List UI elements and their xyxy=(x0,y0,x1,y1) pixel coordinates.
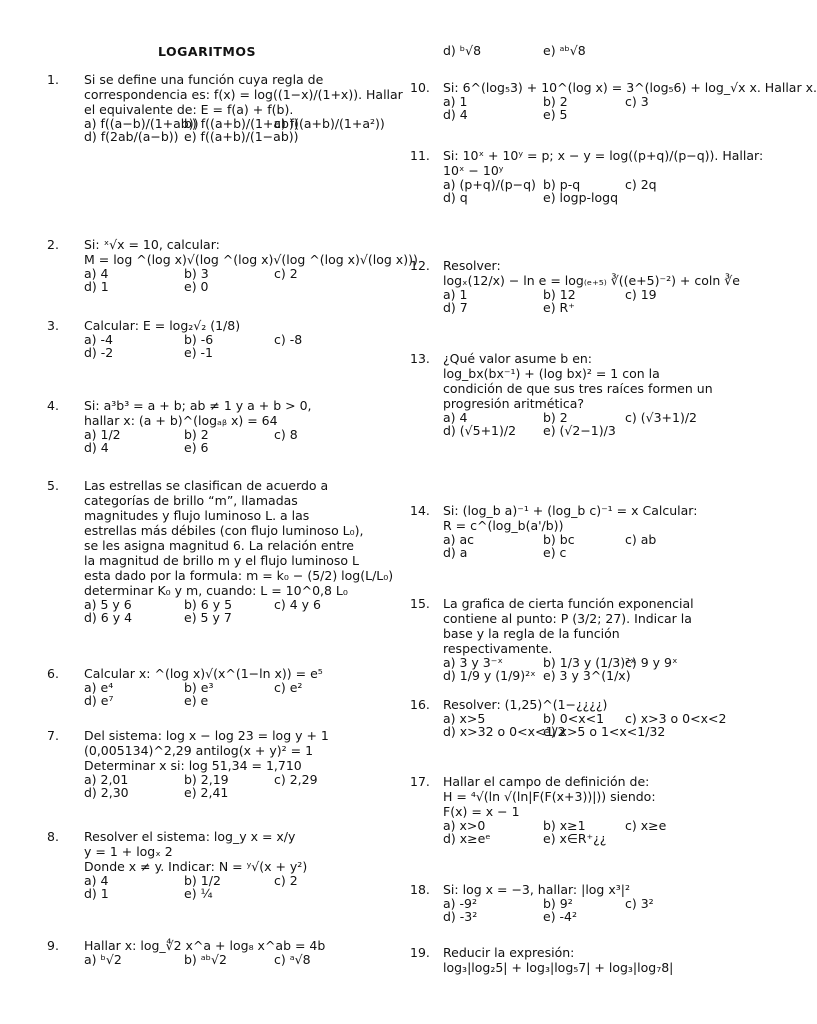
answer-option: b) 9² xyxy=(543,896,573,911)
question-text: Calcular x: ^(log x)√(x^(1−ln x)) = e⁵ xyxy=(84,666,323,681)
answer-options xyxy=(84,428,362,454)
question-text: H = ⁴√(ln √(ln|F(F(x+3))|)) siendo: xyxy=(443,789,656,804)
question-text: condición de que sus tres raíces formen un xyxy=(443,381,713,396)
question-number: 5. xyxy=(47,478,59,493)
question-number: 8. xyxy=(47,829,59,844)
question-text: Si: 10ˣ + 10ʸ = p; x − y = log((p+q)/(p−q)). Hallar: xyxy=(443,148,764,163)
question-number: 15. xyxy=(410,596,430,611)
answer-option: b) p-q xyxy=(543,177,581,192)
answer-option: b) 6 y 5 xyxy=(184,597,233,612)
answer-option: c) x>3 o 0<x<2 xyxy=(625,711,727,726)
answer-options xyxy=(84,598,362,624)
question-number: 16. xyxy=(410,697,430,712)
answer-options xyxy=(443,95,763,121)
answer-option: a) 2,01 xyxy=(84,772,129,787)
page-title: LOGARITMOS xyxy=(158,44,256,59)
answer-option: d) 2,30 xyxy=(84,785,129,800)
answer-option: e) 6 xyxy=(184,440,209,455)
answer-option: c) 8 xyxy=(274,427,298,442)
question-number: 2. xyxy=(47,237,59,252)
answer-option: a) 1 xyxy=(443,94,468,109)
answer-option: c) 2q xyxy=(625,177,657,192)
answer-option: d) 7 xyxy=(443,300,468,315)
answer-option: e) 5 y 7 xyxy=(184,610,232,625)
question-text: se les asigna magnitud 6. La relación entre xyxy=(84,538,355,553)
answer-option: d) 1/9 y (1/9)²ˣ xyxy=(443,668,536,683)
answer-option: c) 4 y 6 xyxy=(274,597,321,612)
question-text: log₃|log₂5| + log₃|log₅7| + log₃|log₇8| xyxy=(443,960,674,975)
question-text: hallar x: (a + b)^(logₐᵦ x) = 64 xyxy=(84,413,278,428)
answer-option: a) -4 xyxy=(84,332,113,347)
question-number: 3. xyxy=(47,318,59,333)
answer-option: d) 4 xyxy=(443,107,468,122)
answer-option: a) 1 xyxy=(443,287,468,302)
question-number: 1. xyxy=(47,72,59,87)
question-text: Las estrellas se clasifican de acuerdo a xyxy=(84,478,329,493)
answer-option: e) 3 y 3^(1/x) xyxy=(543,668,631,683)
question-text: Si: ˣ√x = 10, calcular: xyxy=(84,237,220,252)
answer-option: a) 1/2 xyxy=(84,427,121,442)
answer-option: a) 5 y 6 xyxy=(84,597,132,612)
answer-option: c) f((a+b)/(1+a²)) xyxy=(274,116,385,131)
question-number: 12. xyxy=(410,258,430,273)
answer-option: a) 4 xyxy=(443,410,468,425)
question-text: Reducir la expresión: xyxy=(443,945,575,960)
question-text: Hallar el campo de definición de: xyxy=(443,774,650,789)
answer-option: c) -8 xyxy=(274,332,303,347)
question-text: Hallar x: log_∜2 x^a + log₈ x^ab = 4b xyxy=(84,938,326,953)
answer-option: e) (√2−1)/3 xyxy=(543,423,616,438)
answer-option: b) 12 xyxy=(543,287,576,302)
question-number: 4. xyxy=(47,398,59,413)
question-text: magnitudes y flujo luminoso L. a las xyxy=(84,508,310,523)
answer-options xyxy=(443,533,763,559)
answer-option: b) 1/3 y (1/3)²ˣ xyxy=(543,655,636,670)
question-number: 6. xyxy=(47,666,59,681)
question-text: 10ˣ − 10ʸ xyxy=(443,163,504,178)
answer-options xyxy=(443,411,763,437)
question-text: respectivamente. xyxy=(443,641,553,656)
answer-option: a) x>0 xyxy=(443,818,486,833)
answer-option: d) 6 y 4 xyxy=(84,610,133,625)
question-text: M = log ^(log x)√(log ^(log x)√(log ^(log x)√(log x))) xyxy=(84,252,418,267)
answer-option: c) x≥e xyxy=(625,818,667,833)
question-text: La grafica de cierta función exponencial xyxy=(443,596,694,611)
answer-option: a) -9² xyxy=(443,896,477,911)
question-number: 11. xyxy=(410,148,430,163)
answer-options xyxy=(84,681,362,707)
question-text: Donde x ≠ y. Indicar: N = ʸ√(x + y²) xyxy=(84,859,308,874)
answer-option: d) f(2ab/(a−b)) xyxy=(84,129,179,144)
answer-option: c) 2 xyxy=(274,873,298,888)
answer-option: b) x≥1 xyxy=(543,818,586,833)
question-text: esta dado por la formula: m = k₀ − (5/2) log(L/L₀) xyxy=(84,568,394,583)
question-text: base y la regla de la función xyxy=(443,626,620,641)
answer-option: d) a xyxy=(443,545,468,560)
question-text: determinar K₀ y m, cuando: L = 10^0,8 L₀ xyxy=(84,583,348,598)
answer-option: b) f((a+b)/(1+ab)) xyxy=(184,116,299,131)
question-number: 10. xyxy=(410,80,430,95)
answer-option: d) 1 xyxy=(84,886,109,901)
question-text: Calcular: E = log₂√₂ (1/8) xyxy=(84,318,241,333)
answer-option: e) ¼ xyxy=(184,886,213,901)
question-text: (0,005134)^2,29 antilog(x + y)² = 1 xyxy=(84,743,314,758)
answer-option: c) ᵃ√8 xyxy=(274,952,311,967)
answer-option: e) -1 xyxy=(184,345,214,360)
question-text: F(x) = x − 1 xyxy=(443,804,520,819)
question-number: 7. xyxy=(47,728,59,743)
answer-option: c) 3² xyxy=(625,896,654,911)
answer-options xyxy=(443,819,763,845)
answer-option: e) e xyxy=(184,693,209,708)
answer-option: e) f((a+b)/(1−ab)) xyxy=(184,129,299,144)
answer-options xyxy=(443,656,763,682)
answer-option: d) ᵇ√8 xyxy=(443,43,482,58)
answer-option: a) (p+q)/(p−q) xyxy=(443,177,536,192)
answer-option: b) 2 xyxy=(543,410,568,425)
question-text: progresión aritmética? xyxy=(443,396,585,411)
question-text: correspondencia es: f(x) = log((1−x)/(1+x)). Hallar xyxy=(84,87,403,102)
question-text: Si: (log_b a)⁻¹ + (log_b c)⁻¹ = x Calcular: xyxy=(443,503,698,518)
question-text: Si: a³b³ = a + b; ab ≠ 1 y a + b > 0, xyxy=(84,398,312,413)
answer-option: e) 5 xyxy=(543,107,568,122)
question-number: 17. xyxy=(410,774,430,789)
answer-options xyxy=(84,116,385,144)
answer-option: b) ᵃᵇ√2 xyxy=(184,952,227,967)
answer-option: d) e⁷ xyxy=(84,693,114,708)
answer-option: c) 2 xyxy=(274,266,298,281)
question-text: contiene al punto: P (3/2; 27). Indicar la xyxy=(443,611,692,626)
answer-option: d) 4 xyxy=(84,440,109,455)
answer-option: b) 0<x<1 xyxy=(543,711,605,726)
answer-option: b) 1/2 xyxy=(184,873,221,888)
question-text: R = c^(log_b(a'/b)) xyxy=(443,518,564,533)
answer-option: a) f((a−b)/(1+ab)) xyxy=(84,116,199,131)
question-text: Si: log x = −3, hallar: |log x³|² xyxy=(443,882,630,897)
answer-option: d) -3² xyxy=(443,909,478,924)
answer-option: c) e² xyxy=(274,680,303,695)
answer-options xyxy=(84,333,362,359)
answer-option: e) R⁺ xyxy=(543,300,575,315)
answer-option: b) 2,19 xyxy=(184,772,229,787)
question-text: Resolver: xyxy=(443,258,501,273)
question-text: Del sistema: log x − log 23 = log y + 1 xyxy=(84,728,329,743)
question-number: 9. xyxy=(47,938,59,953)
answer-option: d) (√5+1)/2 xyxy=(443,423,517,438)
answer-option: e) logp-logq xyxy=(543,190,619,205)
question-number: 14. xyxy=(410,503,430,518)
answer-option: e) 0 xyxy=(184,279,209,294)
question-text: logₓ(12/x) − ln e = log₍ₑ₊₅₎ ∛((e+5)⁻²) + coln ∛e xyxy=(443,273,740,288)
answer-option: e) -4² xyxy=(543,909,578,924)
answer-option: e) x∈R⁺¿¿ xyxy=(543,831,607,846)
answer-option: a) x>5 xyxy=(443,711,486,726)
answer-options xyxy=(84,267,362,293)
answer-option: d) -2 xyxy=(84,345,114,360)
answer-option: c) ab xyxy=(625,532,657,547)
question-text: Resolver el sistema: log_y x = x/y xyxy=(84,829,296,844)
question-text: Determinar x si: log 51,34 = 1,710 xyxy=(84,758,302,773)
answer-option: e) ᵃᵇ√8 xyxy=(543,43,586,58)
question-text: estrellas más débiles (con flujo luminoso L₀), xyxy=(84,523,364,538)
answer-option: d) x≥eᵉ xyxy=(443,831,491,846)
answer-option: c) 2,29 xyxy=(274,772,318,787)
answer-options xyxy=(443,178,763,204)
answer-option: a) 3 y 3⁻ˣ xyxy=(443,655,503,670)
answer-option: a) 4 xyxy=(84,873,109,888)
answer-options xyxy=(443,712,763,738)
question-text: Resolver: (1,25)^(1−¿¿¿¿) xyxy=(443,697,608,712)
answer-options xyxy=(443,288,763,314)
answer-options xyxy=(84,953,362,966)
answer-option: a) e⁴ xyxy=(84,680,114,695)
answer-option: e) c xyxy=(543,545,567,560)
answer-option: a) 4 xyxy=(84,266,109,281)
question-number: 18. xyxy=(410,882,430,897)
answer-option: b) 3 xyxy=(184,266,209,281)
question-number: 19. xyxy=(410,945,430,960)
answer-option: d) x>32 o 0<x<1/2 xyxy=(443,724,566,739)
answer-option: b) bc xyxy=(543,532,575,547)
answer-option: b) e³ xyxy=(184,680,214,695)
question-text: Si se define una función cuya regla de xyxy=(84,72,324,87)
question-text: y = 1 + logₓ 2 xyxy=(84,844,173,859)
answer-option: c) 19 xyxy=(625,287,657,302)
answer-option: c) 9 y 9ˣ xyxy=(625,655,678,670)
answer-option: c) (√3+1)/2 xyxy=(625,410,697,425)
answer-option: a) ac xyxy=(443,532,475,547)
question-text: ¿Qué valor asume b en: xyxy=(443,351,593,366)
answer-option: b) 2 xyxy=(184,427,209,442)
answer-option: b) -6 xyxy=(184,332,214,347)
answer-options xyxy=(443,897,763,923)
answer-option: d) q xyxy=(443,190,468,205)
question-text: la magnitud de brillo m y el flujo luminoso L xyxy=(84,553,359,568)
answer-option: c) 3 xyxy=(625,94,649,109)
answer-option: a) ᵇ√2 xyxy=(84,952,122,967)
right-column xyxy=(400,0,817,1024)
question-number: 13. xyxy=(410,351,430,366)
question-text: log_bx(bx⁻¹) + (log bx)² = 1 con la xyxy=(443,366,660,381)
question-text: categorías de brillo “m”, llamadas xyxy=(84,493,298,508)
answer-options xyxy=(443,44,763,57)
answer-option: d) 1 xyxy=(84,279,109,294)
question-text: el equivalente de: E = f(a) + f(b). xyxy=(84,102,294,117)
question-text: Si: 6^(log₅3) + 10^(log x) = 3^(log₅6) + log_√x x. Hallar x. xyxy=(443,80,817,95)
answer-option: e) x>5 o 1<x<1/32 xyxy=(543,724,666,739)
answer-options xyxy=(84,874,362,900)
answer-option: b) 2 xyxy=(543,94,568,109)
answer-options xyxy=(84,773,362,799)
answer-option: e) 2,41 xyxy=(184,785,229,800)
